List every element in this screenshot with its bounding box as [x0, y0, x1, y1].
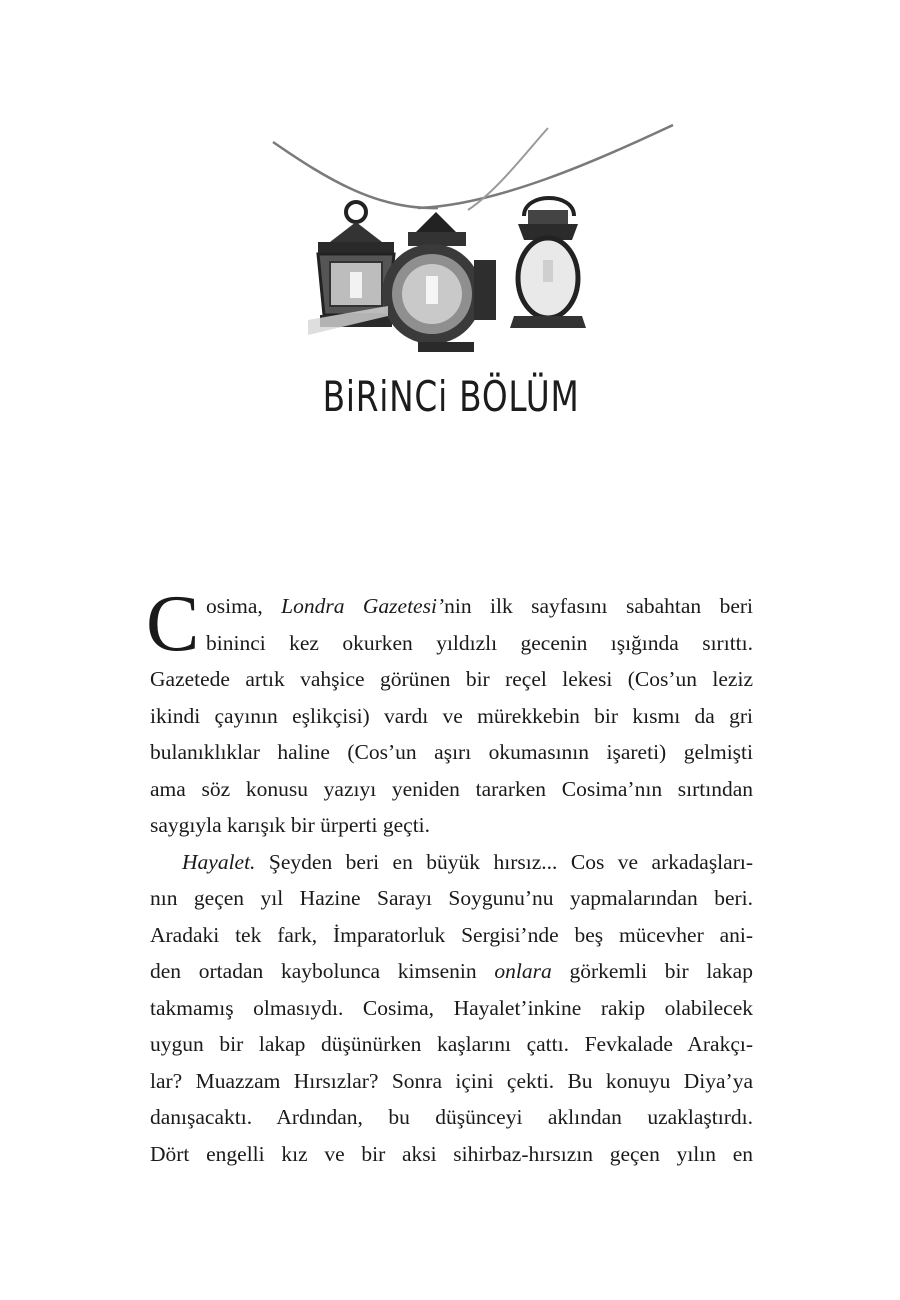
chapter-body-text — [146, 580, 754, 1172]
text-line: Dört engelli kız ve bir aksi sihirbaz-hırsızın geçen yılın en — [150, 1141, 753, 1166]
text-line: ama söz konusu yazıyı yeniden tararken Cosima’nın sırtından — [150, 776, 753, 801]
string-left — [273, 142, 438, 208]
string-right — [418, 125, 673, 208]
drop-cap: C — [146, 580, 200, 668]
text-line: ikindi çayının eşlikçisi) vardı ve mürekkebin bir kısmı da gri — [150, 703, 753, 728]
text-line: uygun bir lakap düşünürken kaşlarını çattı. Fevkalade Arakçı- — [150, 1032, 753, 1056]
chapter-title: BiRiNCi BÖLÜM — [322, 372, 580, 421]
text-line: Aradaki tek fark, İmparatorluk Sergisi’nde beş mücevher ani- — [150, 922, 753, 947]
text-line: Gazetede artık vahşice görünen bir reçel lekesi (Cos’un leziz — [150, 667, 753, 691]
text-line: bulanıklıklar haline (Cos’un aşırı okumasının işareti) gelmişti — [150, 740, 753, 764]
lantern-right — [510, 198, 586, 328]
text-line: lar? Muazzam Hırsızlar? Sonra içini çekti. Bu konuyu Diya’ya — [150, 1068, 753, 1093]
text-line: saygıyla karışık bir ürperti geçti. — [150, 813, 431, 837]
hanging-lanterns-illustration — [268, 120, 688, 360]
text-line: Hayalet. Şeyden beri en büyük hırsız... Cos ve arkadaşları- — [182, 849, 753, 874]
text-line: osima, Londra Gazetesi’nin ilk sayfasını sabahtan beri — [206, 594, 754, 618]
text-line: bininci kez okurken yıldızlı gecenin ışığında sırıttı. — [206, 630, 753, 655]
text-line: nın geçen yıl Hazine Sarayı Soygunu’nu yapmalarından beri. — [150, 886, 753, 910]
text-line: den ortadan kaybolunca kimsenin onlara görkemli bir lakap — [150, 959, 753, 983]
text-line: takmamış olmasıydı. Cosima, Hayalet’inkine rakip olabilecek — [150, 995, 753, 1020]
text-line: danışacaktı. Ardından, bu düşünceyi aklından uzaklaştırdı. — [150, 1105, 753, 1129]
